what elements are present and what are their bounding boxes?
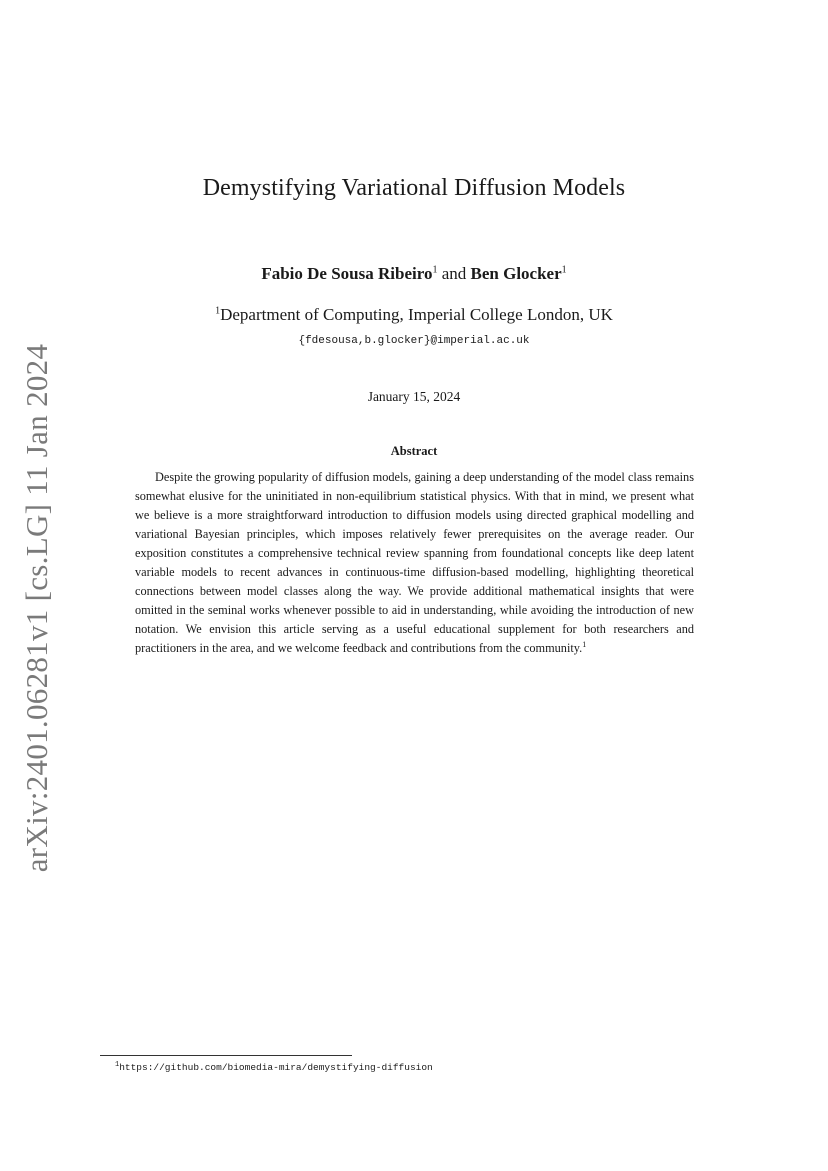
affiliation-mark: 1	[561, 264, 567, 276]
author-name: Ben Glocker	[470, 264, 562, 283]
author-name: Fabio De Sousa Ribeiro	[261, 264, 433, 283]
publication-date: January 15, 2024	[367, 389, 461, 404]
footnote-rule	[100, 1055, 352, 1056]
footnote-mark: 1	[115, 1061, 120, 1069]
footnote-mark: 1	[582, 639, 587, 649]
affiliation-mark: 1	[215, 305, 221, 317]
abstract-body	[135, 468, 694, 658]
author-email: {fdesousa,b.glocker}@imperial.ac.uk	[298, 335, 530, 347]
abstract-heading: Abstract	[390, 444, 438, 458]
affiliation-text: Department of Computing, Imperial College London, UK	[220, 305, 613, 324]
affiliation	[0, 305, 828, 325]
paper-title: Demystifying Variational Diffusion Models	[202, 175, 626, 201]
arxiv-identifier: arXiv:2401.06281v1 [cs.LG] 11 Jan 2024	[19, 343, 54, 873]
author-line	[0, 264, 828, 284]
affiliation-mark: 1	[432, 264, 438, 276]
footnote	[115, 1061, 433, 1073]
footnote-url[interactable]: https://github.com/biomedia-mira/demystifying-diffusion	[119, 1062, 433, 1074]
abstract-text: Despite the growing popularity of diffusion models, gaining a deep understanding of the model class remains somewhat elusive for the uninitiated in non-equilibrium statistical physics. With that in mind, we present what we believe is a more straightforward introduction to diffusion models using directed graphical modelling and variational Bayesian principles, which imposes relatively fewer prerequisites on the average reader. Our exposition constitutes a comprehensive technical review spanning from foundational concepts like deep latent variable models to recent advances in continuous-time diffusion-based modelling, highlighting theoretical connections between model classes along the way. We provide additional mathematical insights that were omitted in the seminal works whenever possible to aid in understanding, while avoiding the introduction of new notation. We envision this article serving as a useful educational supplement for both researchers and practitioners in the area, and we welcome feedback and contributions from the community.	[135, 470, 694, 655]
author-conjunction: and	[441, 264, 467, 283]
